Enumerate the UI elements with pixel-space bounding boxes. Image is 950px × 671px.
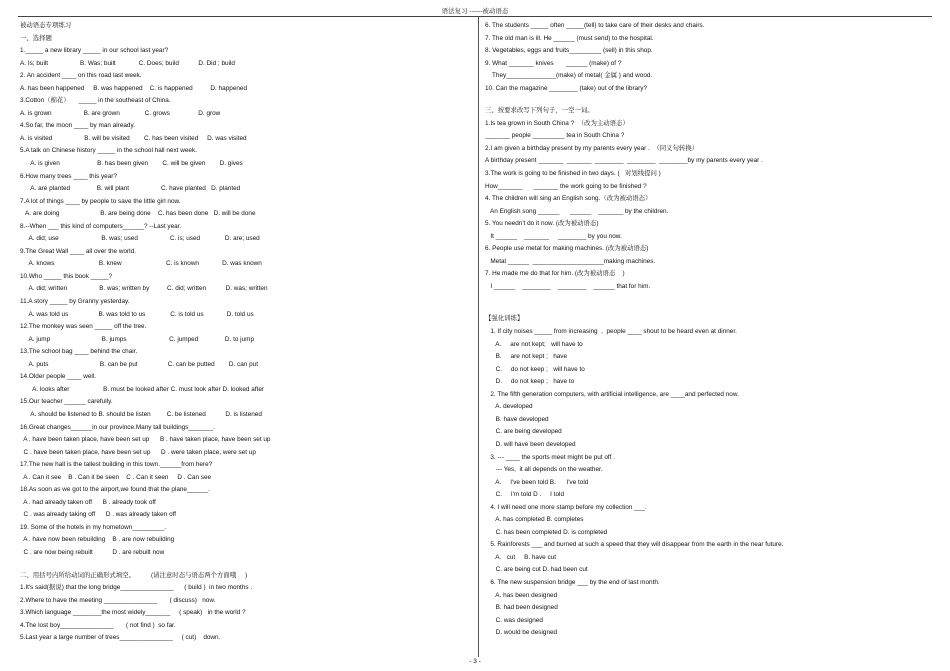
text-line: A. developed (485, 403, 533, 411)
text-line: A . Can it see B . Can it be seen C . Can it seen D . Can see (20, 473, 212, 481)
text-line: 2.Where to have the meeting _______________ ( discuss) now. (20, 596, 216, 604)
text-line: A. are not kept; will have to (485, 340, 583, 348)
text-line: 4. I will need one more stamp before my collection ___. (485, 503, 647, 511)
text-line: 4.The lost boy_______________ ( not find ) so far. (20, 621, 176, 629)
text-line: 9. What _______ knives ______ (make) of ? (485, 59, 622, 67)
text-line: C. are being cut D. had been cut (485, 566, 588, 574)
text-line: A . have been taken place, have been set up B . have taken place, have been set up (20, 436, 271, 444)
text-line: B. had been designed (485, 604, 558, 612)
text-line: A. should be listened to B. should be listen C. be listened D. is listened (20, 410, 262, 418)
text-line: --- Yes, it all depends on the weather. (485, 466, 603, 474)
text-line: C . are now being rebuilt D . are rebuilt now (20, 548, 165, 556)
text-line: A. did; written B. was; written by C. did; written D. was; written (20, 285, 268, 293)
text-line: 2.I am given a birthday present by my parents every year . （同义句转换） (485, 144, 699, 152)
text-line: 3. --- ____ the sports meet might be put off . (485, 453, 615, 461)
text-line: 6. The students _____ often _____(tell) to take care of their desks and chairs. (485, 22, 705, 29)
text-line: 10.Who _____ this book _____? (20, 272, 113, 280)
text-line: 3.Cotton（棉花） _____ in the southeast of China. (20, 97, 171, 105)
text-line: 1._____ a new library _____ in our school last year? (20, 47, 169, 55)
text-line: A. I've been told B. I've told (485, 478, 589, 486)
left-column (20, 20, 472, 645)
text-line: 19. Some of the hotels in my hometown_________. (20, 523, 167, 531)
text-line: C. are being developed (485, 428, 562, 436)
text-line: 18.As soon as we got to the airport,we found that the plane______. (20, 486, 211, 494)
text-line: C . was already taking off D . was already taken off (20, 511, 177, 519)
text-line: 11.A story _____ by Granny yesterday. (20, 298, 130, 306)
text-line: A. looks after B. must be looked after C. must look after D. looked after (20, 385, 265, 393)
page-header-title: 语法复习 ------被动语态 (441, 8, 509, 15)
text-line: 5.Last year a large number of trees_______________ ( cut) down. (20, 634, 221, 642)
text-line: D. will have been developed (485, 440, 576, 448)
text-line: 12.The monkey was seen _____ off the tree. (20, 323, 147, 331)
text-line: 6.How many trees ____ this year? (20, 172, 117, 180)
text-line: A. is given B. has been given C. will be given D. gives (20, 160, 243, 168)
text-line: A. are doing B. are being done C. has been done D. will be done (20, 210, 256, 218)
text-line: A. is visited B. will be visited C. has been visited D. was visited (20, 134, 247, 142)
text-line: C . have been taken place, have been set up D . were taken place, were set up (20, 448, 256, 456)
text-line: A. jump B. jumps C. jumped D. to jump (20, 335, 255, 343)
text-line: I ______ ________ ________ ______ that for him. (485, 282, 651, 290)
text-line: An English song ______ ______ _______ by the children. (485, 207, 669, 215)
column-divider (478, 17, 479, 657)
text-line: 4.So far, the moon ____ by man already. (20, 122, 135, 130)
text-line: Metal ______ ____________________making machines. (485, 257, 656, 265)
text-line: A. did; use B. was; used C. is; used D. are; used (20, 235, 260, 243)
text-line: 16.Great changes______in our province.Many tall buildings_______. (20, 423, 216, 431)
text-line: 6. The new suspension bridge ___ by the end of last month. (485, 578, 660, 586)
text-line: C. I'm told D . I told (485, 491, 564, 499)
text-line: D. do not keep ; have to (485, 378, 575, 386)
text-line: 二、用括号内所给动词的正确形式填空。 (请注意时态与语态两个方面哦 ) (20, 571, 248, 579)
text-line: They______________(make) of metal( 金属 ) and wood. (485, 72, 653, 80)
text-line: 被动语态专项练习 (20, 22, 72, 29)
text-line: 4. The children will sing an English song.（改为被动语态） (485, 195, 652, 203)
text-line: A. are planted B. will plant C. have planted D. planted (20, 185, 241, 193)
text-line: 6. People use metal for making machines. (改为被动语态) (485, 245, 649, 253)
text-line (485, 95, 930, 105)
header-rule (18, 16, 932, 17)
text-line: A. has been happened B. was happened C. is happened D. happened (20, 84, 248, 92)
text-line: It ______ _______ ________ by you now. (485, 232, 622, 240)
text-line: 9.The Great Wall ____ all over the world. (20, 247, 136, 255)
text-line: 2. An accident ____ on this road last week. (20, 72, 142, 80)
text-line: 7. He made me do that for him. (改为被动语态 ) (485, 270, 625, 278)
text-line: 8. Vegetables, eggs and fruits_________ (sell) in this shop. (485, 47, 653, 55)
text-line: A. cut B. have cut (485, 553, 557, 561)
text-line: 一、选择题 (20, 34, 52, 42)
text-line: A. Is; built B. Was; built C. Does; build D. Did ; build (20, 59, 235, 67)
text-line: 10. Can the magazine ________ (take) out of the library? (485, 84, 648, 92)
text-line: B. are not kept ; have (485, 353, 568, 361)
text-line (20, 560, 472, 570)
text-line: C. was designed (485, 616, 543, 624)
text-line: 5. Rainforests ___ and burned at such a speed that they will disappear from the earth in the near future. (485, 541, 784, 549)
text-line: A. knows B. knew C. is known D. was known (20, 260, 262, 268)
text-line: 三、按要求改写下列句子，一空一词。 (485, 107, 594, 115)
text-line: 7.A lot of things ____ by people to save the little girl now. (20, 197, 181, 205)
text-line: A. was told us B. was told to us C. is told us D. told us (20, 310, 254, 318)
text-line: 1. If city noises _____ from increasing , people ____ shout to be heard even at dinner. (485, 328, 737, 336)
text-line: 14.Older people ____ well. (20, 373, 97, 381)
text-line: 5.A talk on Chinese history _____ in the school hall next week. (20, 147, 197, 155)
text-line: 15.Our teacher ______ carefully. (20, 398, 113, 406)
text-line: 17.The new hall is the tallest building in this town.______from here? (20, 461, 213, 469)
text-line: 1.Is tea grown in South China ? （改为主动语态） (485, 119, 629, 127)
text-line: _______ people _________ tea in South China ? (485, 132, 625, 140)
page-number: - 3 - (469, 658, 481, 665)
text-line: 13.The school bag ____ behind the chair. (20, 348, 138, 356)
text-line: 7. The old man is ill. He ______ (must send) to the hospital. (485, 34, 654, 42)
text-line: 【强化训练】 (485, 315, 524, 323)
text-line: 5. You needn't do it now. (改为被动语态) (485, 220, 599, 228)
text-line: A. is grown B. are grown C. grows D. grow (20, 109, 221, 117)
text-line: A . had already taken off B . already took off (20, 498, 156, 506)
text-line: B. have developed (485, 415, 549, 423)
text-line: 1.It's said(据说) that the long bridge_______________ ( build ) in two months . (20, 584, 253, 592)
text-line: A. puts B. can be put C. can be putted D. can put (20, 360, 258, 368)
text-line: A. has completed B. completes (485, 516, 584, 524)
text-line: 3.The work is going to be finished in two days. ( 对划线提问 ) (485, 170, 661, 178)
text-line: How_______ _______ the work going to be finished ? (485, 182, 647, 190)
text-line: C. has been completed D. is completed (485, 528, 608, 536)
text-line: A . have now been rebuilding B . are now rebuilding (20, 536, 175, 544)
text-line: 2. The fifth generation computers, with artificial intelligence, are ____and perfected now. (485, 390, 739, 398)
text-line: D. would be designed (485, 629, 558, 637)
text-line: A birthday present _______ _______ ________ ________ ________by my parents every year . (485, 157, 763, 165)
text-line: C. do not keep ; will have to (485, 365, 585, 373)
text-line (485, 293, 930, 303)
text-line: 3.Which language ________the most widely_______ ( speak) in the world ? (20, 609, 246, 617)
text-line (485, 303, 930, 313)
text-line: 8.--When ___ this kind of computers______? --Last year. (20, 222, 182, 230)
text-line: A. has been designed (485, 591, 558, 599)
right-column (485, 20, 930, 640)
